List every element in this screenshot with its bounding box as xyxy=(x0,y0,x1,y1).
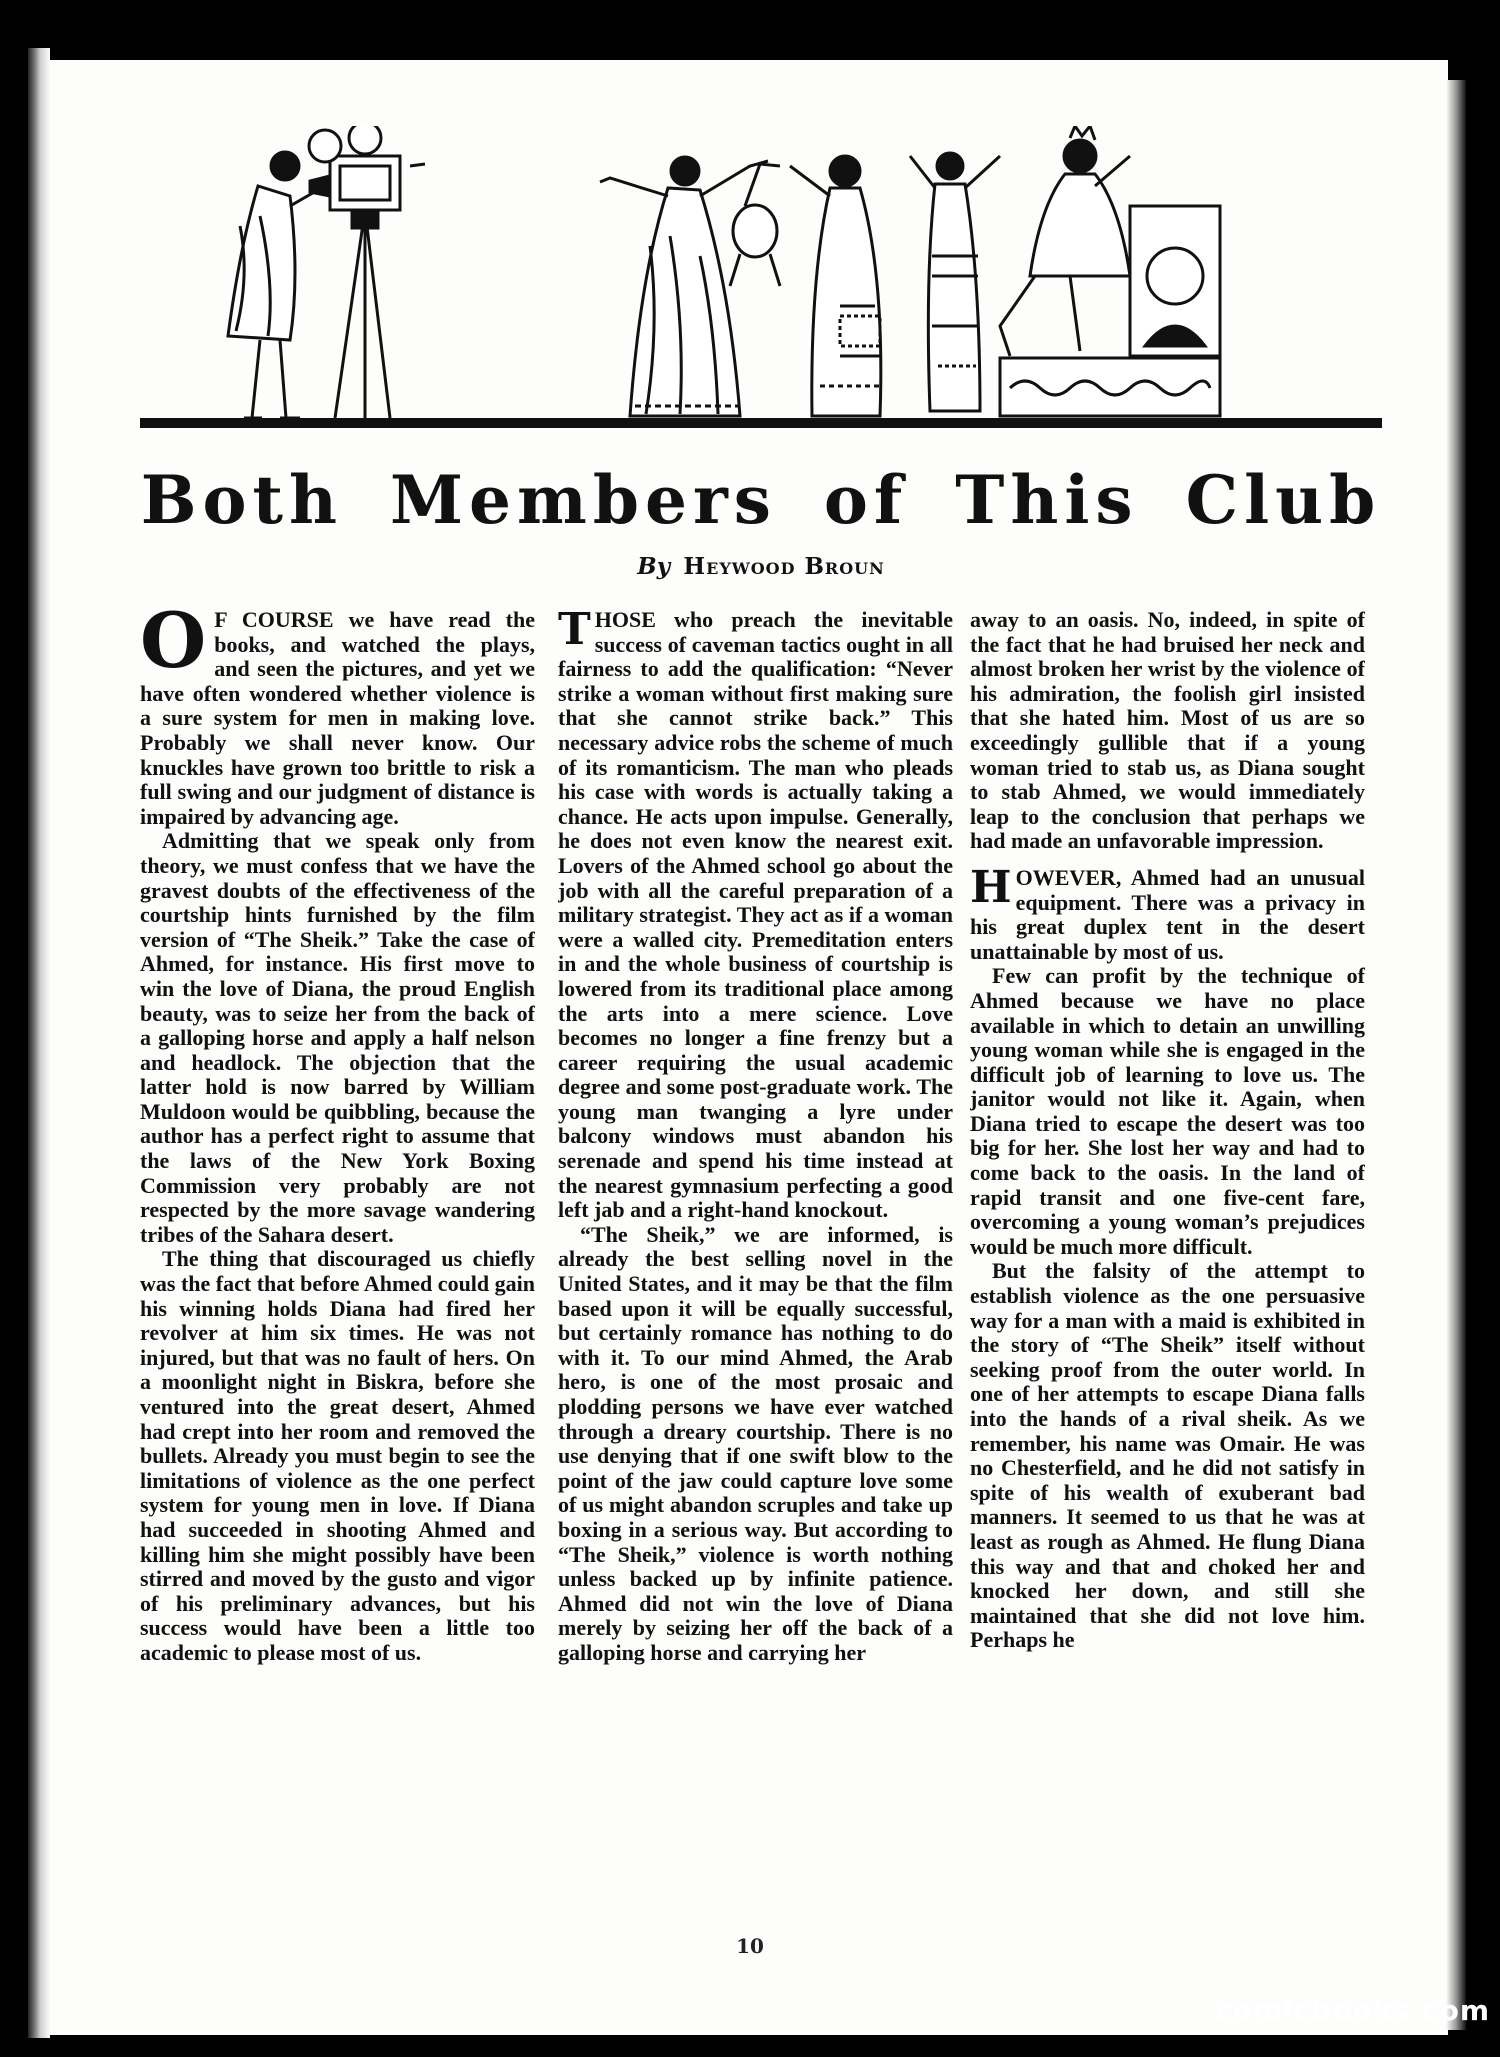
paragraph xyxy=(558,608,953,1223)
page-gutter-right xyxy=(1446,80,1466,2030)
article-title: Both Members of This Club xyxy=(140,461,1382,539)
paragraph xyxy=(970,861,1365,964)
text-column-3 xyxy=(970,608,1365,1920)
film-camera-icon xyxy=(309,126,425,418)
paragraph: But the falsity of the attempt to establish violence as the one persuasive way for a man with a maid is exhibited in the story of “The Sheik” itself without seeking proof from the outer world. In one of her attempts to escape Diana falls into the hands of a rival sheik. As we remember, his name was Omair. He was no Chesterfield, and he did not satisfy in spite of his wealth of exuberant bad manners. It seemed to us that he was at least as rough as Ahmed. He flung Diana this way and that and choked her and knocked her down, and still she maintained that she did not love him. Perhaps he xyxy=(970,1258,1365,1653)
byline xyxy=(140,552,1382,582)
paragraph-text: HOSE who preach the inevitable success of caveman tactics ought in all fairness to add the qualification: “Never strike a woman without first making sure that she cannot strike back.” This necessary advice robs the scheme of much of its romanticism. The man who pleads his case with words is actually taking a chance. He acts upon impulse. Generally, he does not even know the nearest exit. Lovers of the Ahmed school go about the job with all the careful preparation of a military strategist. They act as if a woman were a walled city. Premeditation enters in and the whole business of courtship is lowered from its traditional place among the arts into a mere science. Love becomes no longer a fine frenzy but a career requiring the usual academic degree and some post-graduate work. The young man twanging a lyre under balcony windows must abandon his serenade and spend his time instead at the nearest gymnasium perfecting a good left jab and a right-hand knockout. xyxy=(558,608,953,1223)
seated-king-figure-icon xyxy=(1000,126,1220,416)
paragraph xyxy=(140,608,535,829)
servant-figure-icon xyxy=(910,153,1000,411)
page-gutter-left xyxy=(28,48,50,2038)
text-column-1 xyxy=(140,608,535,1920)
bearded-man-figure-icon xyxy=(790,156,881,416)
page-number: 10 xyxy=(736,1934,764,1958)
drop-cap: H xyxy=(970,861,1012,913)
author-name: Heywood Broun xyxy=(683,553,885,580)
paragraph: Few can profit by the technique of Ahmed because we have no place available in which to detain an unwilling young woman while she is engaged in the difficult job of learning to love us. The janitor would not like it. Again, when Diana tried to escape the desert was too big for her. She lost her way and had to come back to the oasis. In the land of rapid transit and one five-cent fare, overcoming a young woman’s prejudices would be much more difficult. xyxy=(970,963,1365,1259)
robed-woman-figure-icon xyxy=(600,157,768,416)
text-column-2 xyxy=(558,608,953,1920)
paragraph: Admitting that we speak only from theory, we must confess that we have the gravest doubts of the effectiveness of the courtship hints furnished by the film version of “The Sheik.” Take the case of Ahmed, for instance. His first move to win the love of Diana, the proud English beauty, was to seize her from the back of a galloping horse and apply a half nelson and headlock. The objection that the latter hold is now barred by William Muldoon would be quibbling, because the author has a perfect right to assume that the laws of the New York Boxing Commission very probably are not respected by the more savage wandering tribes of the Sahara desert. xyxy=(140,828,535,1247)
paragraph: The thing that discouraged us chiefly was the fact that before Ahmed could gain his winning holds Diana had fired her revolver at him six times. He was not injured, but that was no fault of hers. On a moonlight night in Biskra, before she ventured into the great desert, Ahmed had crept into her room and removed the bullets. Already you must begin to see the limitations of violence as the one perfect system for young men in love. If Diana had succeeded in shooting Ahmed and killing him she might possibly have been stirred and moved by the gusto and vigor of his preliminary advances, but his success would have been a little too academic to please most of us. xyxy=(140,1246,535,1665)
byline-prefix: By xyxy=(637,553,671,580)
paragraph: away to an oasis. No, indeed, in spite of the fact that he had bruised her neck and almost broken her wrist by the violence of his admiration, the foolish girl insisted that she hated him. Most of us are so exceedingly gullible that if a young woman tried to stab us, as Diana sought to stab Ahmed, we would immediately leap to the conclusion that perhaps we had made an unfavorable impression. xyxy=(970,608,1365,854)
greek-vase-frieze-illustration xyxy=(140,126,1382,428)
paragraph-text: OWEVER, Ahmed had an unusual equipment. There was a privacy in his great duplex tent in the desert unattainable by most of us. xyxy=(970,864,1365,964)
drop-cap: T xyxy=(558,608,591,655)
paragraph: “The Sheik,” we are informed, is already the best selling novel in the United States, and it may be that the film based upon it will be equally successful, but certainly romance has nothing to do with it. To our mind Ahmed, the Arab hero, is one of the most prosaic and plodding persons we have ever watched through a dreary courtship. There is no use denying that if one swift blow to the point of the jaw could capture love some of us might abandon scruples and take up boxing in a serious way. But according to “The Sheik,” violence is worth nothing unless backed up by infinite patience. Ahmed did not win the love of Diana merely by seizing her off the back of a galloping horse and carrying her xyxy=(558,1221,953,1665)
site-watermark: comicbooks.com xyxy=(1215,1994,1490,2027)
baby-figure-icon xyxy=(730,164,780,286)
drop-cap: O xyxy=(140,608,207,685)
paragraph-text: F COURSE we have read the books, and watched the plays, and seen the pictures, and yet we have often wondered whether violence is a sure system for men in making love. Probably we shall never know. Our knuckles have grown too brittle to risk a full swing and our judgment of distance is impaired by advancing age. xyxy=(140,608,535,829)
